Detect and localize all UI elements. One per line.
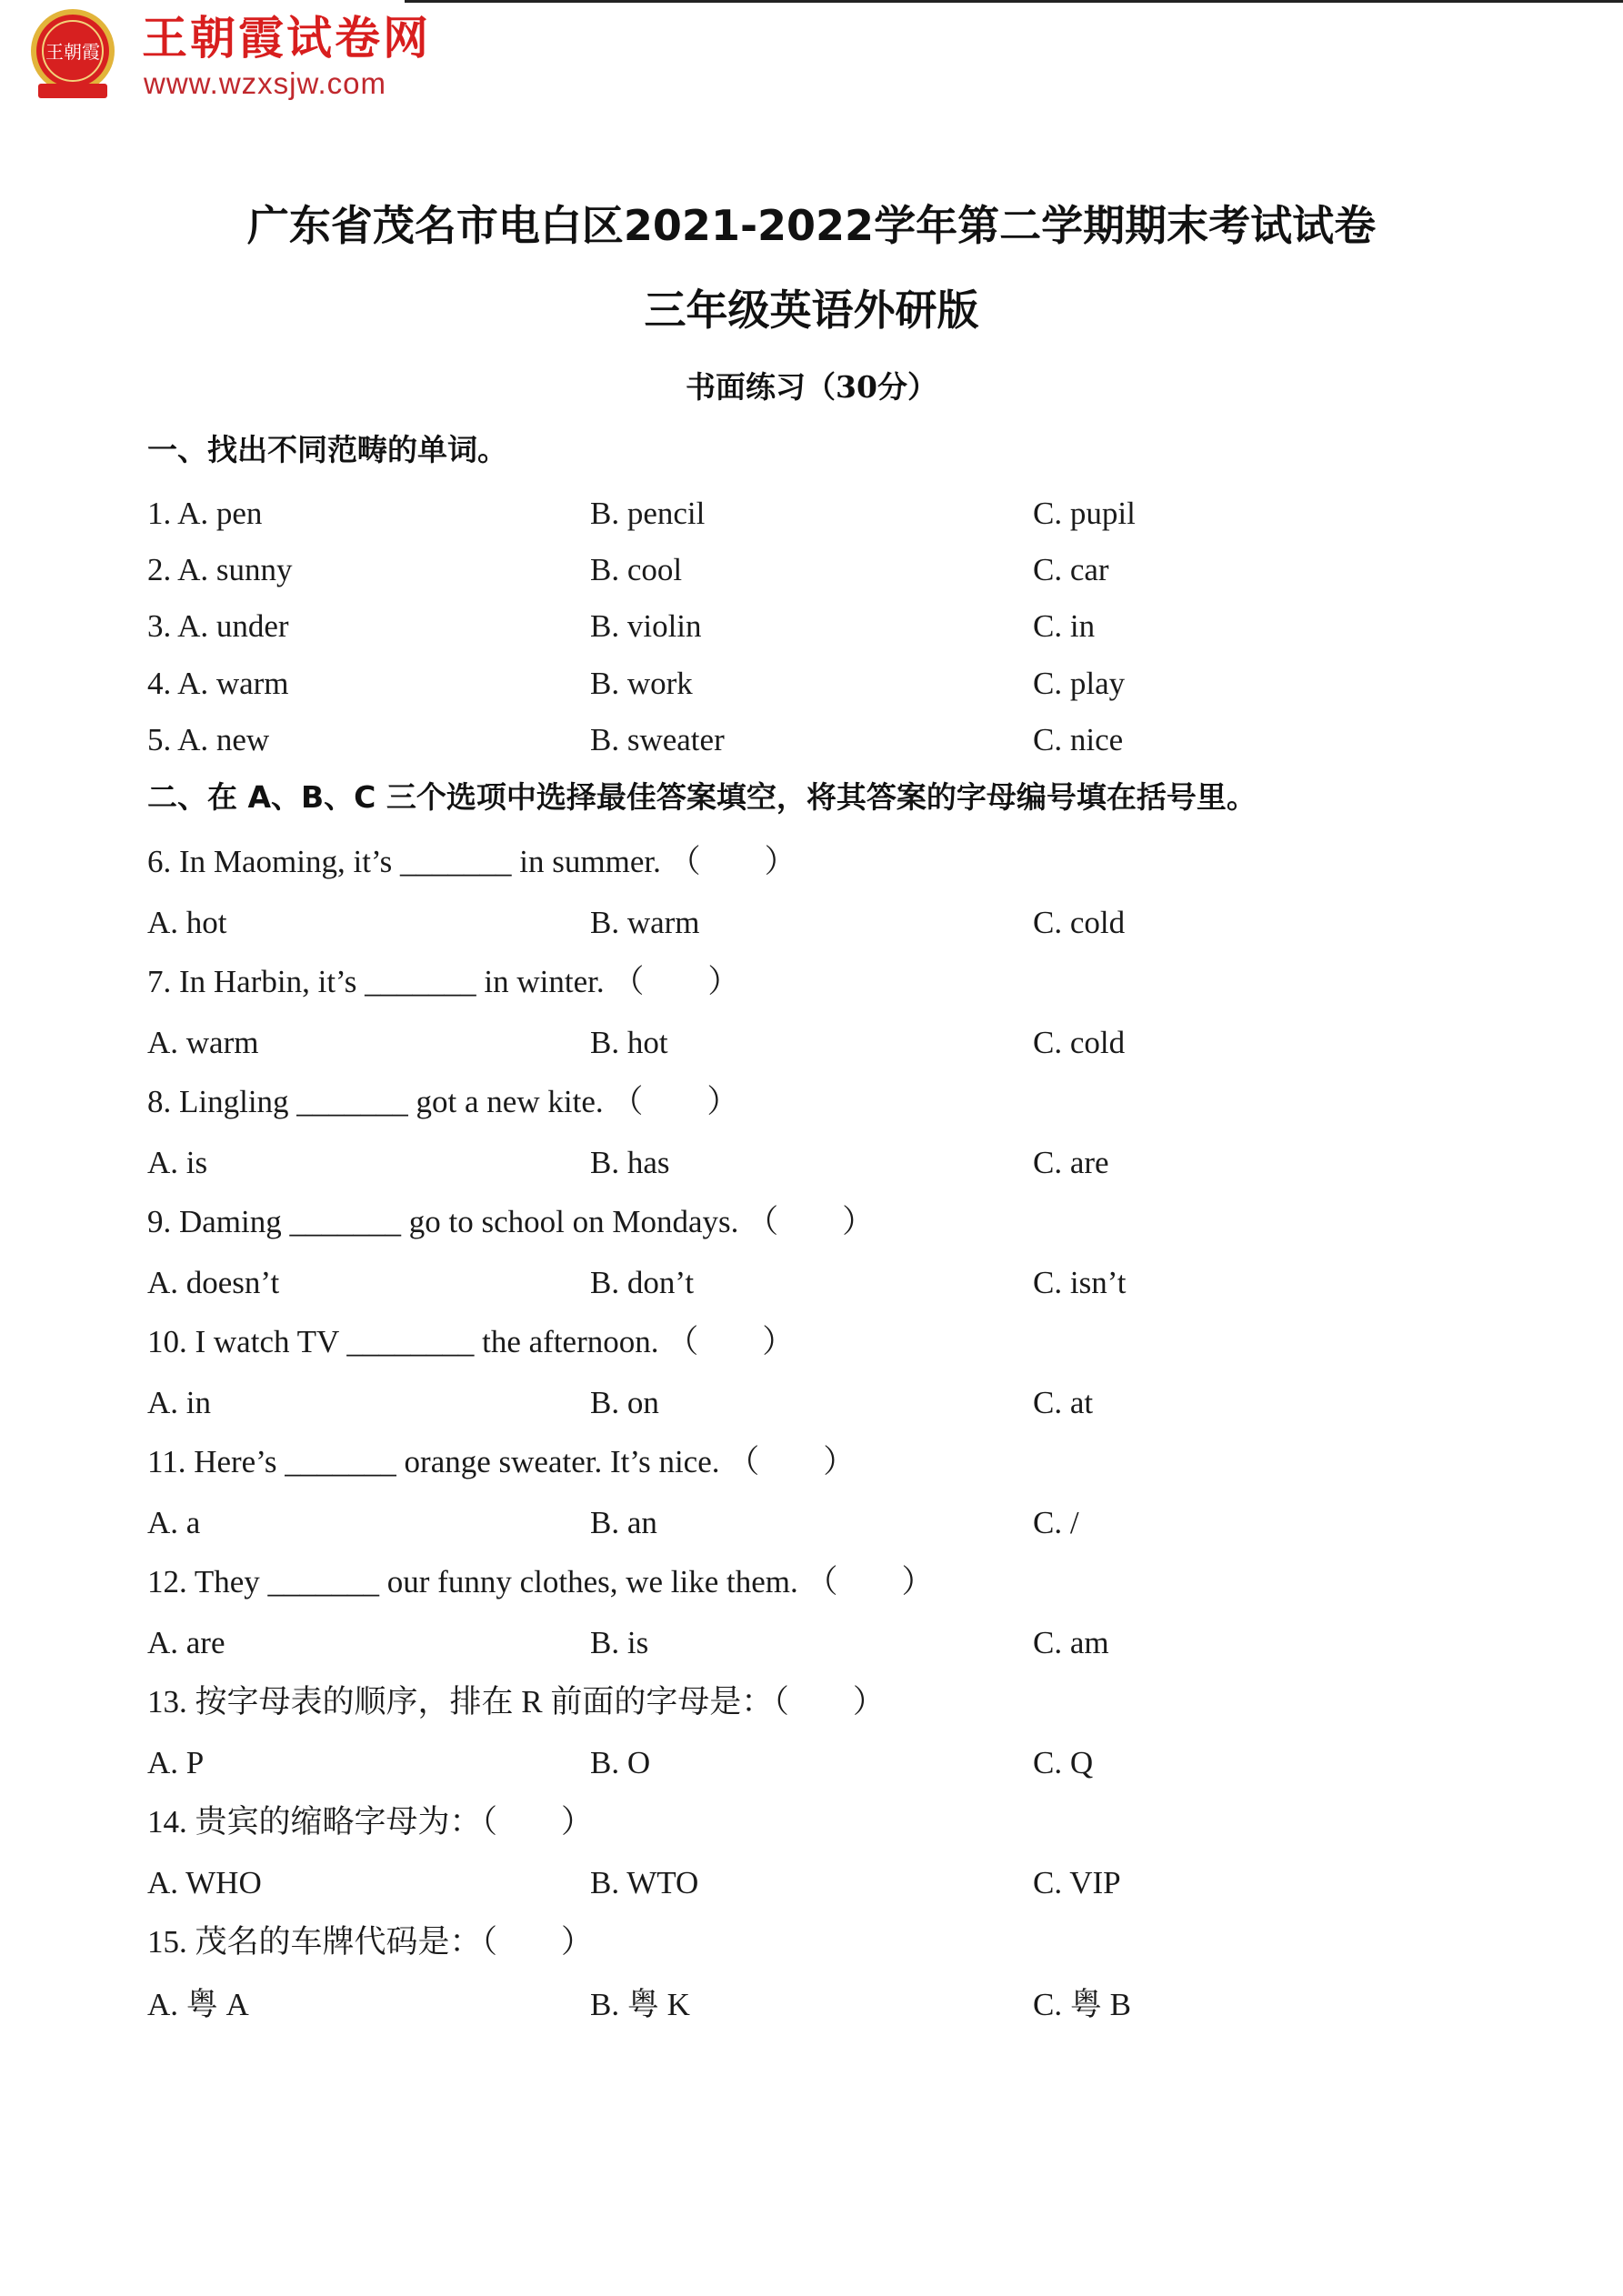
svg-text:王朝霞: 王朝霞 — [45, 41, 100, 63]
option-a: A. hot — [147, 905, 227, 940]
question-stem: 7. In Harbin, it’s _______ in winter. （ ） — [147, 964, 740, 999]
option-b: B. an — [590, 1505, 657, 1540]
option-b: B. pencil — [590, 496, 706, 531]
option-a: A. in — [147, 1385, 211, 1420]
option-b: B. O — [590, 1745, 651, 1780]
option-c: C. cold — [1033, 905, 1126, 940]
site-url[interactable]: www.wzxsjw.com — [144, 66, 387, 100]
option-c: C. in — [1033, 608, 1096, 644]
option-a: A. doesn’t — [147, 1265, 280, 1300]
site-name: 王朝霞试卷网 — [142, 12, 431, 65]
option-a: A. are — [147, 1625, 225, 1660]
question-stem: 12. They _______ our funny clothes, we like them. （ ） — [147, 1564, 934, 1599]
option-b: B. on — [590, 1385, 659, 1420]
seal-icon — [25, 5, 125, 105]
option-c: C. at — [1033, 1385, 1094, 1420]
option-c: C. 粤 B — [1033, 1987, 1131, 2022]
option-a: 1. A. pen — [147, 496, 263, 531]
site-logo[interactable] — [25, 5, 431, 105]
option-a: 2. A. sunny — [147, 552, 293, 587]
option-b: B. WTO — [590, 1865, 699, 1900]
option-a: A. WHO — [147, 1865, 262, 1900]
option-a: A. warm — [147, 1025, 259, 1060]
option-a: A. P — [147, 1745, 205, 1780]
option-a: 3. A. under — [147, 608, 289, 644]
option-b: B. sweater — [590, 722, 725, 757]
exam-subtitle: 三年级英语外研版 — [644, 286, 979, 335]
option-c: C. pupil — [1033, 496, 1136, 531]
question-stem: 6. In Maoming, it’s _______ in summer. （ ） — [147, 844, 796, 879]
option-a: 5. A. new — [147, 722, 270, 757]
option-b: B. is — [590, 1625, 649, 1660]
question-stem: 15. 茂名的车牌代码是：（ ） — [147, 1924, 594, 1960]
option-c: C. am — [1033, 1625, 1109, 1660]
option-c: C. VIP — [1033, 1865, 1121, 1900]
question-stem: 10. I watch TV ________ the afternoon. （ ） — [147, 1324, 795, 1359]
option-a: 4. A. warm — [147, 666, 289, 701]
question-stem: 11. Here’s _______ orange sweater. It’s nice. （ ） — [147, 1444, 856, 1479]
option-b: B. violin — [590, 608, 702, 644]
part-label: 书面练习（30分） — [686, 369, 937, 405]
question-stem: 9. Daming _______ go to school on Mondays. （ ） — [147, 1204, 875, 1239]
question-stem: 8. Lingling _______ got a new kite. （ ） — [147, 1084, 739, 1119]
question-stem: 14. 贵宾的缩略字母为：（ ） — [147, 1804, 594, 1840]
option-b: B. warm — [590, 905, 700, 940]
option-b: B. 粤 K — [590, 1987, 690, 2022]
exam-title: 广东省茂名市电白区2021-2022学年第二学期期末考试试卷 — [246, 201, 1377, 250]
option-c: C. cold — [1033, 1025, 1126, 1060]
option-b: B. work — [590, 666, 693, 701]
option-c: C. / — [1033, 1505, 1079, 1540]
option-b: B. cool — [590, 552, 683, 587]
section-heading-1: 一、找出不同范畴的单词。 — [147, 432, 507, 467]
option-a: A. is — [147, 1145, 208, 1180]
option-c: C. car — [1033, 552, 1109, 587]
option-c: C. play — [1033, 666, 1126, 701]
option-b: B. don’t — [590, 1265, 695, 1300]
option-b: B. hot — [590, 1025, 668, 1060]
option-a: A. a — [147, 1505, 201, 1540]
question-stem: 13. 按字母表的顺序，排在 R 前面的字母是：（ ） — [147, 1684, 885, 1719]
header-rule — [405, 0, 1623, 3]
option-c: C. Q — [1033, 1745, 1094, 1780]
section-heading-2: 二、在 A、B、C 三个选项中选择最佳答案填空，将其答案的字母编号填在括号里。 — [147, 779, 1257, 815]
option-c: C. nice — [1033, 722, 1124, 757]
option-a: A. 粤 A — [147, 1987, 249, 2022]
option-c: C. are — [1033, 1145, 1109, 1180]
option-b: B. has — [590, 1145, 670, 1180]
option-c: C. isn’t — [1033, 1265, 1127, 1300]
